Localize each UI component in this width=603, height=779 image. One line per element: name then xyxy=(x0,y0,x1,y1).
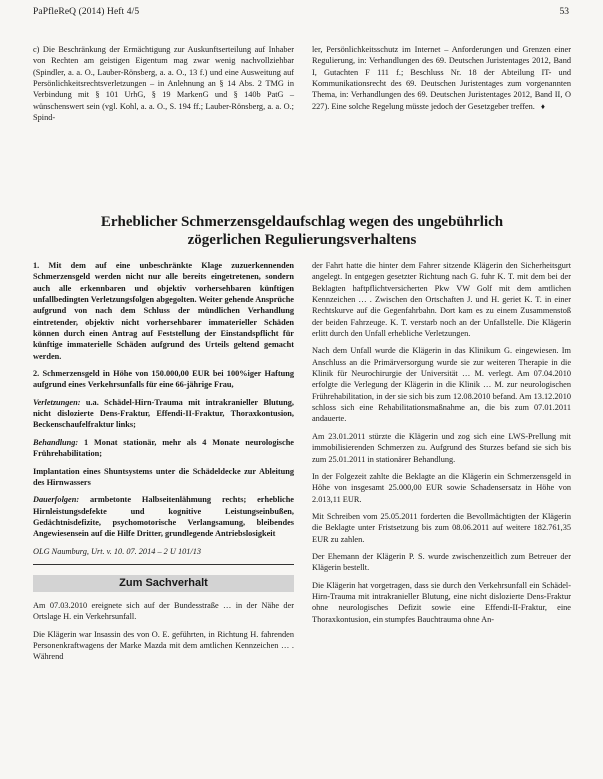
top-right-column xyxy=(312,44,571,118)
section-heading: Zum Sachverhalt xyxy=(33,575,294,592)
article-headline xyxy=(33,214,571,249)
headline-line-2: zögerlichen Regulierungsverhaltens xyxy=(187,231,417,248)
top-left-paragraph: c) Die Beschränkung der Ermächtigung zur Auskunftserteilung auf Inhaber von Rechten am geistigen Eigentum mag zwar wenig nachvollziehbar (Spindler, a. a. O., Lauber-Rönsberg, a. a. O., 13 f.) und eine Ausweitung auf Persönlichkeitsrechtsverletzungen – in Anlehnung an § 14 Abs. 2 TMG in Verbindung mit § 101 UrhG, § 19 MarkenG und § 140b PatG – wünschenswert sein (vgl. Kohl, a. a. O., S. 194 ff.; Lauber-Rönsberg, a. a. O.; Spind- xyxy=(33,45,294,123)
headline-line-1: Erheblicher Schmerzensgeldaufschlag wegen des ungebührlich xyxy=(100,214,504,230)
top-right-paragraph xyxy=(312,44,571,112)
end-mark-icon: ♦ xyxy=(540,101,545,111)
facts-paragraph-8: Der Ehemann der Klägerin P. S. wurde zwischenzeitlich zum Betreuer der Klägerin bestellt. xyxy=(312,551,571,573)
treatment-label: Behandlung: xyxy=(33,437,79,447)
guiding-principle-2: 2. Schmerzensgeld in Höhe von 150.000,00 EUR bei 100%iger Haftung aufgrund eines Verkehrsunfalls für eine 66-jährige Frau, xyxy=(33,369,294,390)
right-column xyxy=(312,260,571,625)
divider xyxy=(33,564,294,565)
facts-paragraph-3: der Fahrt hatte die hinter dem Fahrer sitzende Klägerin den Sicherheitsgurt angelegt. In entgegen gesetzter Richtung nach G. fuhr K. T. mit dem bei der Beklagten haftpflichtversicherten Pkw VW Golf mit dem amtlichen Kennzeichen … . Zwischen den Ortschaften J. und H. geriet K. T. in einer Rechtskurve auf die Gegenfahrbahn. Dort kam es zu einem Zusammenstoß der beiden Fahrzeuge. K. T. verstarb noch an der Unfallstelle. Die Klägerin erlitt durch den Unfall erhebliche Verletzungen. xyxy=(312,261,571,339)
permanent-damage xyxy=(33,494,294,539)
facts-paragraph-2: Die Klägerin war Insassin des von O. E. geführten, in Richtung H. fahrenden Personenkraftwagens der Marke Mazda mit dem amtlichen Kennzeichen … . Während xyxy=(33,629,294,662)
facts-paragraph-9: Die Klägerin hat vorgetragen, dass sie durch den Verkehrsunfall ein Schädel-Hirn-Trauma mit intrakranieller Blutung, eine nicht dislozierte Dens-Fraktur ohne neurologisches Defizit sowie eine Effendi-II-Fraktur, eine Thoraxkontusion, ein stumpfes Bauchtrauma ohne An- xyxy=(312,580,571,624)
injuries xyxy=(33,397,294,431)
injuries-text: u.a. Schädel-Hirn-Trauma mit intrakranieller Blutung, nicht dislozierte Dens-Fraktur, Effendi-II-Fraktur, Thoraxkontusion, Beckenschaufelfraktur links; xyxy=(33,397,294,430)
left-column xyxy=(33,260,294,663)
facts-paragraph-5: Am 23.01.2011 stürzte die Klägerin und zog sich eine LWS-Prellung mit immobilisierenden Schmerzen zu. Aufgrund des Sturzes befand sie sich bis zum 25.01.2011 in stationärer Behandlung. xyxy=(312,431,571,464)
injuries-label: Verletzungen: xyxy=(33,397,81,407)
top-left-column xyxy=(33,44,294,129)
facts-paragraph-1: Am 07.03.2010 ereignete sich auf der Bundesstraße … in der Nähe der Ortslage H. ein Verkehrsunfall. xyxy=(33,600,294,622)
facts-paragraph-4: Nach dem Unfall wurde die Klägerin in das Klinikum G. eingewiesen. Im Anschluss an die Primärversorgung wurde sie zur weiteren Therapie in die Klinik für Neurochirurgie der Universität … M. verlegt. Am 07.04.2010 erfolgte die Verlegung der Klägerin in die Klinik … M. zur neurologischen Frührehabilitation, in der sie sich bis zum 12.08.2010 befand. Am 13.12.2010 schloss sich eine Rehabilitationsmaßnahme an, die bis zum 07.01.2011 andauerte. xyxy=(312,346,571,424)
facts-paragraph-6: In der Folgezeit zahlte die Beklagte an die Klägerin ein Schmerzensgeld in Höhe von insgesamt 25.000,00 EUR sowie Schadensersatz in Höhe von 2.013,11 EUR. xyxy=(312,471,571,504)
treatment-text: 1 Monat stationär, mehr als 4 Monate neurologische Frührehabilitation; xyxy=(33,437,294,459)
journal-header: PaPfleReQ (2014) Heft 4/5 xyxy=(33,7,140,17)
guiding-principle-1: 1. Mit dem auf eine unbeschränkte Klage zuzuerkennenden Schmerzensgeld werden nicht nur alle bereits eingetretenen, sondern auch alle erkennbaren und objektiv vorhersehbaren künftigen unfallbedingten Verletzungsfolgen abgegolten. Weiter gehende Ansprüche aufgrund von nach dem Schluss der mündlichen Verhandlung eintretender, objektiv nicht vorhersehbarer immaterieller Schäden können durch einen Antrag auf Feststellung der Einstandspflicht für künftige immaterielle Schäden aufgrund des Urteils geltend gemacht werden. xyxy=(33,261,294,361)
facts-paragraph-7: Mit Schreiben vom 25.05.2011 forderten die Bevollmächtigten der Klägerin die Beklagte unter Fristsetzung bis zum 08.06.2011 auf weitere 182.761,35 EUR zu zahlen. xyxy=(312,511,571,544)
permanent-damage-text: armbetonte Halbseitenlähmung rechts; erhebliche Hirnleistungsdefekte und kognitive Leistungseinbußen, Gedächtnisdefizite, psychomotorische Verlangsamung, bleibendes Angewiesensein auf die Hilfe Dritter, grundlegende Antriebslosigkeit xyxy=(33,495,294,539)
page-number: 53 xyxy=(559,7,569,17)
implantation: Implantation eines Shuntsystems unter die Schädeldecke zur Ableitung des Hirnwassers xyxy=(33,466,294,487)
permanent-damage-label: Dauerfolgen: xyxy=(33,495,80,505)
court-citation: OLG Naumburg, Urt. v. 10. 07. 2014 – 2 U 101/13 xyxy=(33,546,202,556)
top-right-text: ler, Persönlichkeitsschutz im Internet – Anforderungen und Grenzen einer Regulierung, in: Verhandlungen des 69. Deutschen Juristentages 2012, Band I, Gutachten F 111 f.; Beschluss Nr. 18 der Abteilung IT- und Kommunikationsrecht des 69. Deutschen Juristentages zum vorgenannten Thema, in: Verhandlungen des 69. Deutschen Juristentages 2012, Band II, O 227). Eine solche Regelung müsste jedoch der Gesetzgeber treffen. xyxy=(312,45,571,111)
treatment xyxy=(33,437,294,460)
